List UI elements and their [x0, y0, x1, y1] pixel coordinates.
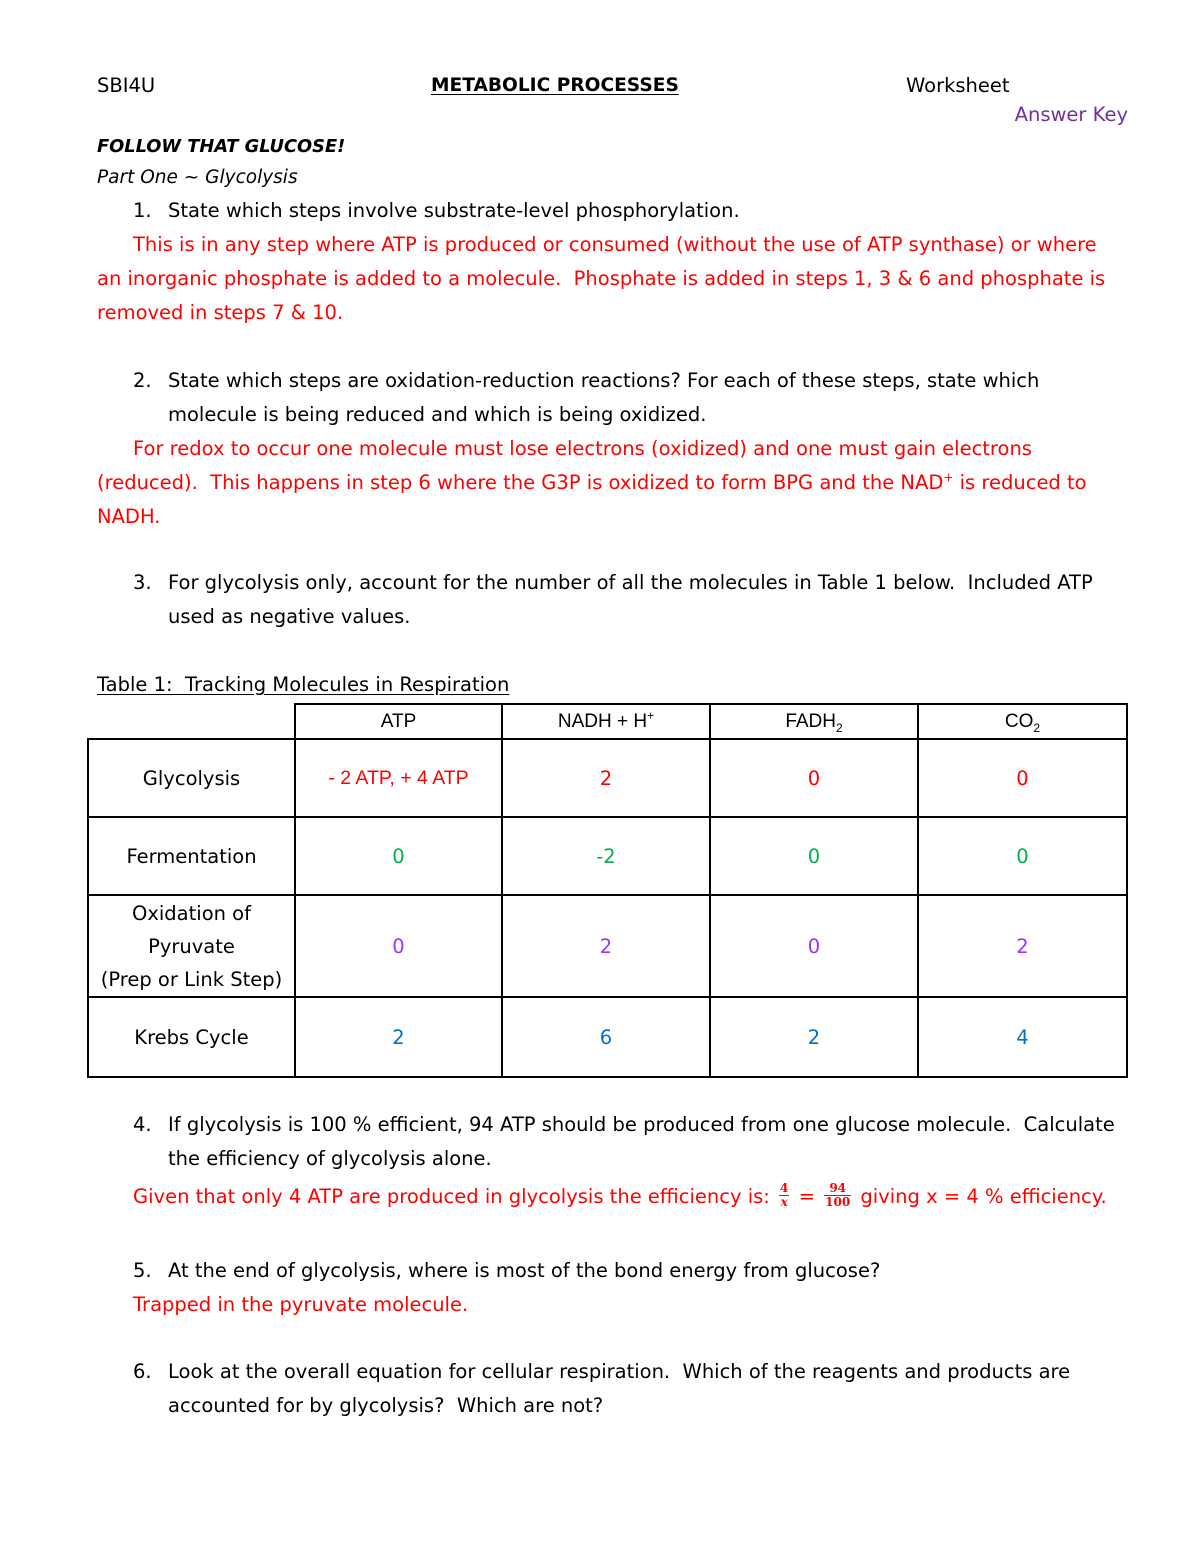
column-header-nadh-superscript: + — [647, 708, 655, 723]
answer-text-segment: Given that only 4 ATP are produced in glycolysis the efficiency is: — [133, 1185, 777, 1208]
column-header-co2 — [918, 704, 1127, 739]
question-1-answer-line-3: removed in steps 7 & 10. — [97, 301, 344, 324]
course-code: SBI4U — [97, 74, 156, 97]
column-header-fadh2-text: FADH — [785, 710, 836, 732]
answer-text-segment: is reduced to — [953, 471, 1087, 494]
molecule-tracking-table — [87, 703, 1128, 1078]
table-head — [88, 704, 1127, 739]
column-header-nadh-text: NADH + H — [557, 710, 648, 732]
column-header-fadh2-subscript: 2 — [836, 720, 843, 735]
question-4-text-line-1: If glycolysis is 100 % efficient, 94 ATP should be produced from one glucose molecule. Calculate — [168, 1113, 1115, 1136]
cell-oxidation-co2: 2 — [918, 895, 1127, 997]
table-header-row — [88, 704, 1127, 739]
row-label-text: Krebs Cycle — [134, 1025, 249, 1049]
question-3-number: 3. — [133, 571, 152, 594]
answer-key-label: Answer Key — [1014, 103, 1128, 126]
question-2-answer-line-2 — [97, 466, 1087, 500]
row-label-fermentation — [88, 817, 295, 895]
question-5-number: 5. — [133, 1259, 152, 1282]
fraction-4-over-x — [779, 1182, 789, 1209]
cell-krebs-atp: 2 — [295, 997, 502, 1077]
column-header-nadh — [502, 704, 710, 739]
table-caption: Table 1: Tracking Molecules in Respiration — [97, 673, 510, 696]
question-1-answer-line-1: This is in any step where ATP is produced or consumed (without the use of ATP synthase) or where — [133, 233, 1097, 256]
table-corner-cell — [88, 704, 295, 739]
question-6-text-line-1: Look at the overall equation for cellular respiration. Which of the reagents and products are — [168, 1360, 1071, 1383]
question-5-text: At the end of glycolysis, where is most of the bond energy from glucose? — [168, 1259, 881, 1282]
question-2-number: 2. — [133, 369, 152, 392]
cell-glycolysis-co2: 0 — [918, 739, 1127, 817]
table-row-fermentation — [88, 817, 1127, 895]
fraction-numerator: 94 — [824, 1182, 851, 1196]
cell-krebs-fadh2: 2 — [710, 997, 918, 1077]
question-5-answer-line: Trapped in the pyruvate molecule. — [133, 1293, 469, 1316]
column-header-co2-subscript: 2 — [1033, 720, 1041, 735]
row-label-text: Oxidation of — [132, 901, 251, 925]
question-2-text-line-1: State which steps are oxidation-reduction reactions? For each of these steps, state which — [168, 369, 1040, 392]
question-2-answer-line-1: For redox to occur one molecule must lose electrons (oxidized) and one must gain electrons — [133, 437, 1032, 460]
question-4-text-line-2: the efficiency of glycolysis alone. — [168, 1147, 492, 1170]
cell-glycolysis-nadh: 2 — [502, 739, 710, 817]
row-label-text: Fermentation — [126, 844, 257, 868]
section-heading: FOLLOW THAT GLUCOSE! — [97, 136, 346, 157]
fraction-denominator: x — [780, 1195, 788, 1209]
cell-fermentation-co2: 0 — [918, 817, 1127, 895]
column-header-fadh2 — [710, 704, 918, 739]
equals-sign: = — [792, 1185, 822, 1208]
worksheet-title: METABOLIC PROCESSES — [431, 75, 679, 96]
answer-text-segment: (reduced). This happens in step 6 where the G3P is oxidized to form BPG and the NAD — [97, 471, 944, 494]
question-6-text-line-2: accounted for by glycolysis? Which are not? — [168, 1394, 604, 1417]
row-label-glycolysis — [88, 739, 295, 817]
table-body — [88, 739, 1127, 1077]
row-label-text: Glycolysis — [142, 766, 241, 790]
question-3-text-line-1: For glycolysis only, account for the number of all the molecules in Table 1 below. Included ATP — [168, 571, 1093, 594]
table-row-pyruvate-oxidation — [88, 895, 1127, 997]
cell-krebs-co2: 4 — [918, 997, 1127, 1077]
row-label-text: Pyruvate — [148, 934, 235, 958]
cell-glycolysis-fadh2: 0 — [710, 739, 918, 817]
document-type: Worksheet — [906, 74, 1010, 97]
cell-oxidation-nadh: 2 — [502, 895, 710, 997]
table-row-glycolysis — [88, 739, 1127, 817]
question-1-text: State which steps involve substrate-level phosphorylation. — [168, 199, 740, 222]
cell-fermentation-atp: 0 — [295, 817, 502, 895]
row-label-text: (Prep or Link Step) — [100, 967, 283, 991]
question-2-text-line-2: molecule is being reduced and which is being oxidized. — [168, 403, 707, 426]
fraction-94-over-100 — [824, 1182, 851, 1209]
cell-krebs-nadh: 6 — [502, 997, 710, 1077]
row-label-pyruvate-oxidation — [88, 895, 295, 997]
question-3-text-line-2: used as negative values. — [168, 605, 411, 628]
cell-oxidation-atp: 0 — [295, 895, 502, 997]
answer-text-segment: giving x = 4 % efficiency. — [854, 1185, 1107, 1208]
table-row-krebs-cycle — [88, 997, 1127, 1077]
part-heading: Part One ~ Glycolysis — [97, 167, 298, 188]
cell-fermentation-fadh2: 0 — [710, 817, 918, 895]
column-header-co2-text: CO — [1004, 710, 1034, 732]
question-1-answer-line-2: an inorganic phosphate is added to a molecule. Phosphate is added in steps 1, 3 & 6 and phosphate is — [97, 267, 1106, 290]
fraction-denominator: 100 — [825, 1195, 851, 1209]
cell-fermentation-nadh: -2 — [502, 817, 710, 895]
cell-oxidation-fadh2: 0 — [710, 895, 918, 997]
column-header-atp-text: ATP — [380, 710, 417, 732]
cell-glycolysis-atp: - 2 ATP, + 4 ATP — [295, 739, 502, 817]
column-header-atp — [295, 704, 502, 739]
question-6-number: 6. — [133, 1360, 152, 1383]
fraction-numerator: 4 — [780, 1181, 789, 1195]
question-4-number: 4. — [133, 1113, 152, 1136]
question-1-number: 1. — [133, 199, 152, 222]
nad-superscript-plus: + — [943, 470, 954, 485]
question-2-answer-line-3: NADH. — [97, 505, 161, 528]
question-4-answer-line — [133, 1180, 1107, 1214]
row-label-krebs-cycle — [88, 997, 295, 1077]
